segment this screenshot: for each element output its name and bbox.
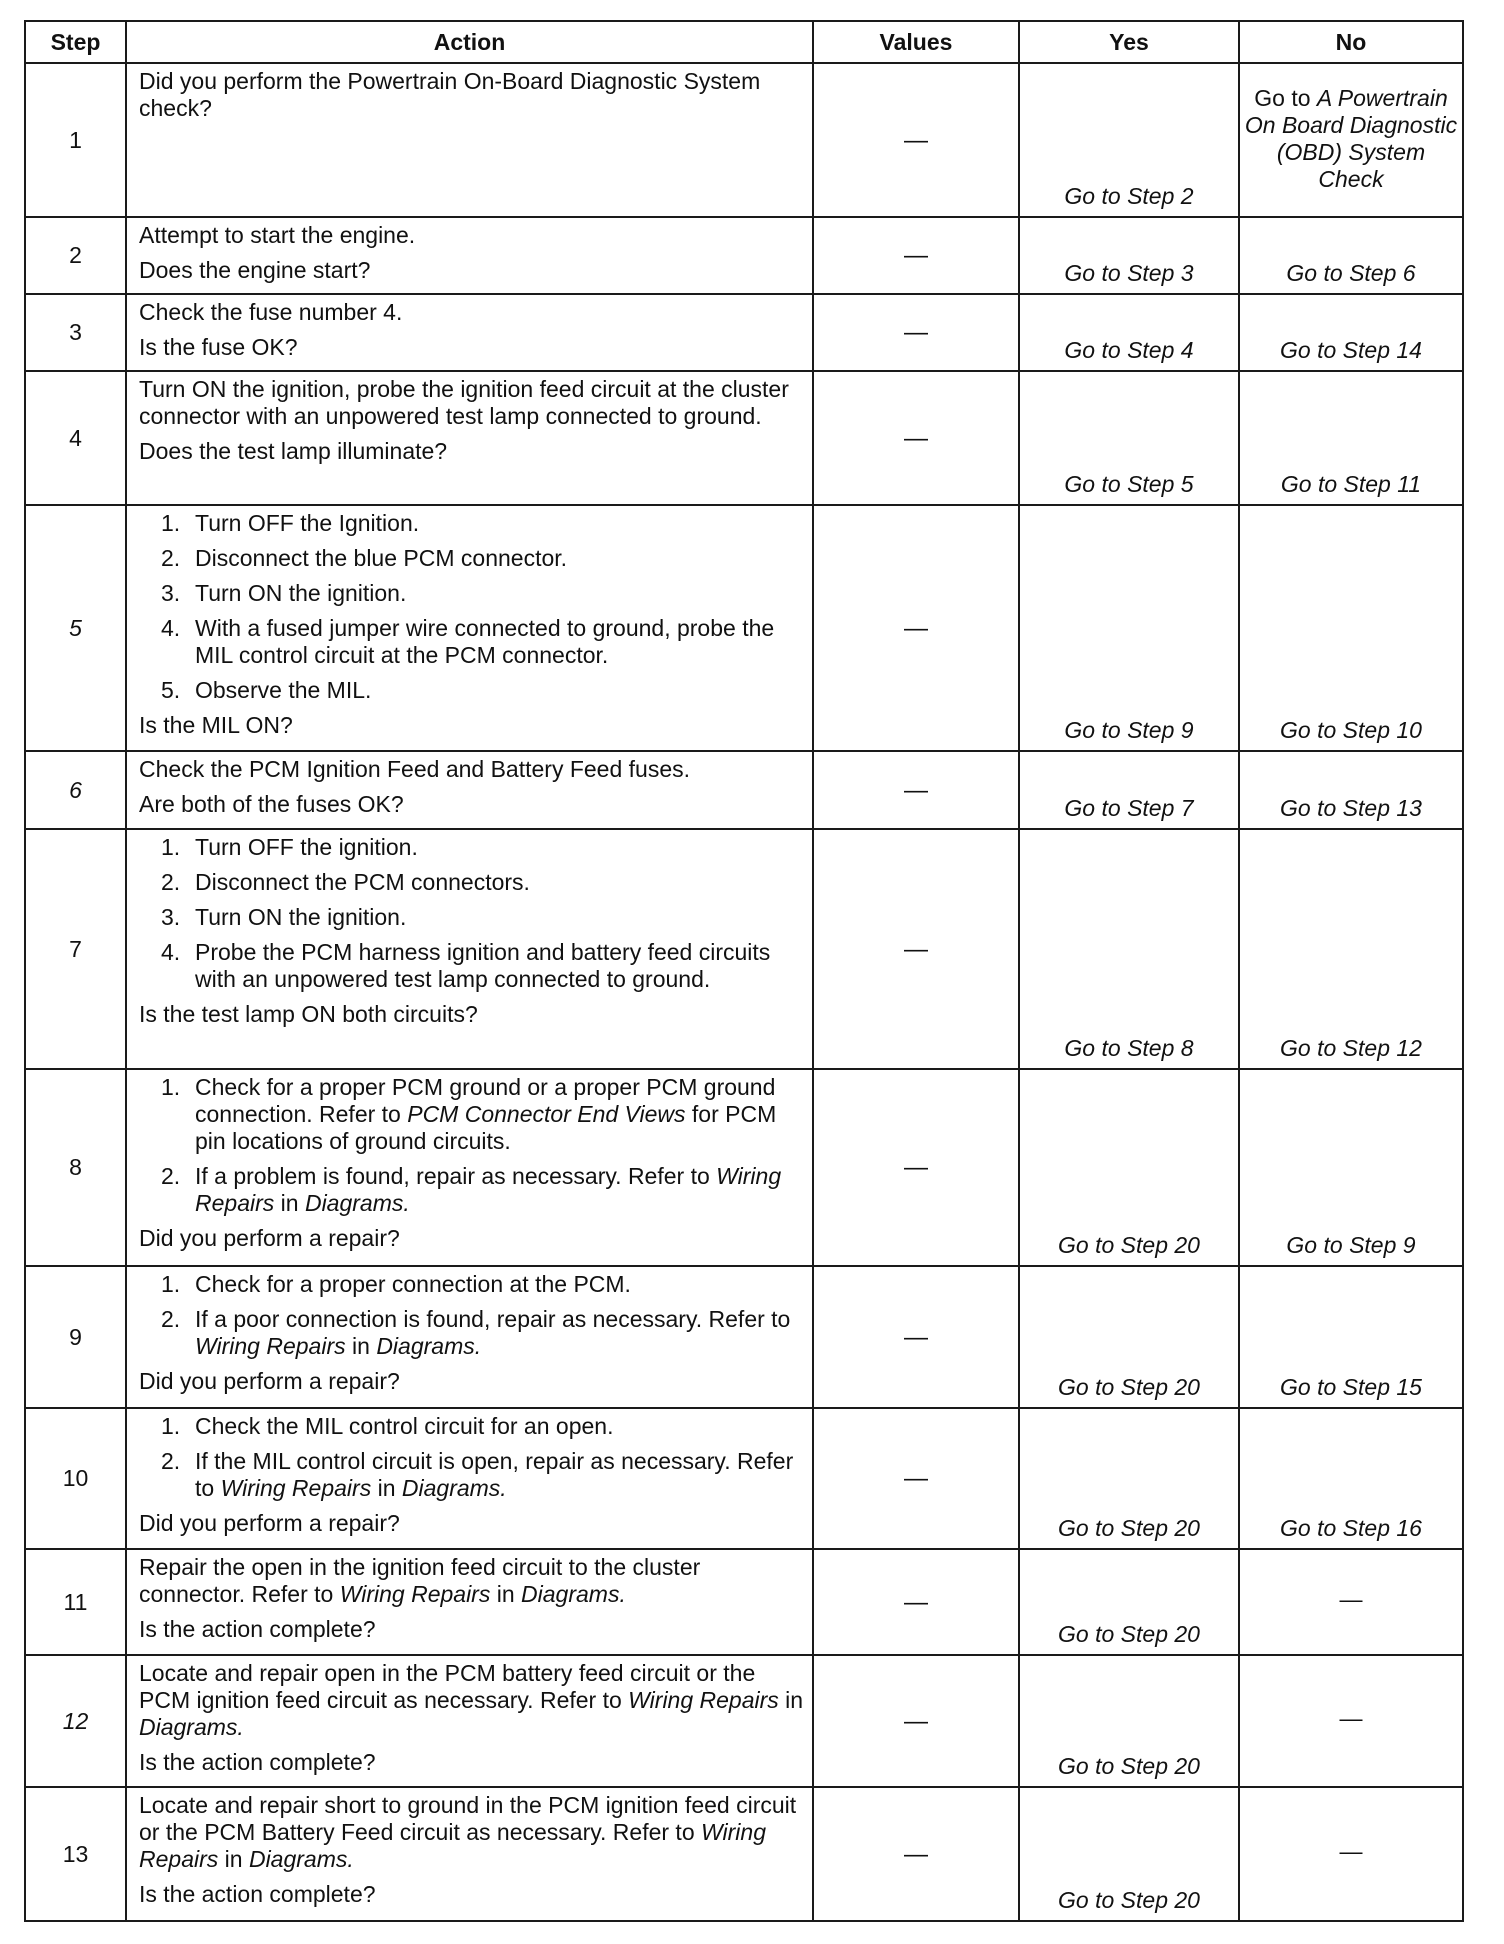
action-text: Check the PCM Ignition Feed and Battery Feed fuses.	[139, 756, 691, 782]
table-row	[25, 505, 1463, 751]
header-no: No	[1239, 21, 1463, 63]
no-cell: Go to Step 10	[1239, 505, 1463, 751]
values-cell: —	[813, 294, 1019, 371]
action-question: Did you perform a repair?	[139, 1368, 400, 1394]
table-row	[25, 1787, 1463, 1921]
yes-cell: Go to Step 20	[1019, 1787, 1239, 1921]
table-row	[25, 1069, 1463, 1266]
table-row	[25, 294, 1463, 371]
action-steps	[139, 510, 804, 704]
list-item: 2. If a problem is found, repair as necessary. Refer to Wiring Repairs in Diagrams.	[161, 1163, 782, 1216]
step-number: 9	[25, 1266, 126, 1408]
action-cell	[126, 1408, 813, 1549]
table-row	[25, 371, 1463, 505]
step-number: 3	[25, 294, 126, 371]
no-cell: Go to Step 14	[1239, 294, 1463, 371]
no-cell: Go to Step 11	[1239, 371, 1463, 505]
list-item: 2. Disconnect the PCM connectors.	[161, 869, 530, 895]
header-values: Values	[813, 21, 1019, 63]
table-row	[25, 1549, 1463, 1655]
list-item: 4. Probe the PCM harness ignition and battery feed circuits with an unpowered test lamp connected to ground.	[161, 939, 771, 992]
action-question: Does the test lamp illuminate?	[139, 438, 448, 464]
action-question: Does the engine start?	[139, 257, 371, 283]
action-question: Are both of the fuses OK?	[139, 791, 404, 817]
action-question: Did you perform a repair?	[139, 1510, 400, 1536]
step-number: 5	[25, 505, 126, 751]
list-item: 4. With a fused jumper wire connected to ground, probe the MIL control circuit at the PCM connector.	[161, 615, 775, 668]
yes-cell: Go to Step 5	[1019, 371, 1239, 505]
values-cell: —	[813, 751, 1019, 829]
action-cell	[126, 1549, 813, 1655]
step-number: 7	[25, 829, 126, 1069]
no-cell: —	[1239, 1655, 1463, 1787]
yes-cell: Go to Step 4	[1019, 294, 1239, 371]
list-item: 5. Observe the MIL.	[161, 677, 372, 703]
no-cell: Go to Step 16	[1239, 1408, 1463, 1549]
action-cell	[126, 1655, 813, 1787]
list-item: 2. If the MIL control circuit is open, repair as necessary. Refer to Wiring Repairs in Diagrams.	[161, 1448, 794, 1501]
no-prefix: Go to	[1254, 85, 1317, 111]
yes-cell: Go to Step 7	[1019, 751, 1239, 829]
step-number: 13	[25, 1787, 126, 1921]
table-row	[25, 1408, 1463, 1549]
action-cell	[126, 1266, 813, 1408]
yes-cell: Go to Step 20	[1019, 1266, 1239, 1408]
action-cell	[126, 1069, 813, 1266]
action-steps	[139, 834, 804, 993]
action-cell	[126, 829, 813, 1069]
diagnostic-table	[24, 20, 1464, 1922]
yes-cell: Go to Step 20	[1019, 1549, 1239, 1655]
action-cell	[126, 294, 813, 371]
values-cell: —	[813, 505, 1019, 751]
list-item: 1. Check the MIL control circuit for an open.	[161, 1413, 614, 1439]
step-number: 10	[25, 1408, 126, 1549]
action-cell	[126, 217, 813, 294]
action-text: Attempt to start the engine.	[139, 222, 416, 248]
no-cell	[1239, 63, 1463, 217]
list-item: 3. Turn ON the ignition.	[161, 580, 407, 606]
step-number: 8	[25, 1069, 126, 1266]
values-cell: —	[813, 829, 1019, 1069]
yes-cell: Go to Step 8	[1019, 829, 1239, 1069]
step-number: 6	[25, 751, 126, 829]
step-number: 12	[25, 1655, 126, 1787]
action-text: Did you perform the Powertrain On-Board Diagnostic System check?	[139, 68, 761, 121]
action-question: Is the test lamp ON both circuits?	[139, 1001, 478, 1027]
action-steps	[139, 1413, 804, 1502]
list-item: 2. If a poor connection is found, repair as necessary. Refer to Wiring Repairs in Diagrams.	[161, 1306, 791, 1359]
yes-cell: Go to Step 20	[1019, 1069, 1239, 1266]
header-step: Step	[25, 21, 126, 63]
header-row	[25, 21, 1463, 63]
no-cell: —	[1239, 1549, 1463, 1655]
action-question: Did you perform a repair?	[139, 1225, 400, 1251]
action-text: Check the fuse number 4.	[139, 299, 403, 325]
diagnostic-table-page	[24, 20, 1462, 1922]
yes-cell: Go to Step 9	[1019, 505, 1239, 751]
list-item: 1. Turn OFF the ignition.	[161, 834, 418, 860]
values-cell: —	[813, 1266, 1019, 1408]
header-yes: Yes	[1019, 21, 1239, 63]
yes-cell: Go to Step 20	[1019, 1408, 1239, 1549]
table-row	[25, 751, 1463, 829]
no-cell: Go to Step 15	[1239, 1266, 1463, 1408]
values-cell: —	[813, 63, 1019, 217]
values-cell: —	[813, 1549, 1019, 1655]
no-link: A Powertrain On Board Diagnostic (OBD) System Check	[1244, 85, 1458, 192]
step-number: 2	[25, 217, 126, 294]
table-row	[25, 1655, 1463, 1787]
action-text: Locate and repair short to ground in the PCM ignition feed circuit or the PCM Battery Feed circuit as necessary. Refer to Wiring Repairs in Diagrams.	[139, 1792, 797, 1872]
step-number: 4	[25, 371, 126, 505]
action-cell	[126, 1787, 813, 1921]
action-question: Is the fuse OK?	[139, 334, 298, 360]
action-question: Is the MIL ON?	[139, 712, 293, 738]
action-text: Repair the open in the ignition feed circuit to the cluster connector. Refer to Wiring Repairs in Diagrams.	[139, 1554, 701, 1607]
action-question: Is the action complete?	[139, 1749, 376, 1775]
no-cell: Go to Step 9	[1239, 1069, 1463, 1266]
action-cell	[126, 751, 813, 829]
action-question: Is the action complete?	[139, 1616, 376, 1642]
values-cell: —	[813, 371, 1019, 505]
values-cell: —	[813, 1787, 1019, 1921]
action-text: Locate and repair open in the PCM battery feed circuit or the PCM ignition feed circuit as necessary. Refer to Wiring Repairs in Diagrams.	[139, 1660, 804, 1740]
list-item: 3. Turn ON the ignition.	[161, 904, 407, 930]
table-row	[25, 217, 1463, 294]
table-row	[25, 63, 1463, 217]
action-cell	[126, 505, 813, 751]
no-cell: —	[1239, 1787, 1463, 1921]
list-item: 2. Disconnect the blue PCM connector.	[161, 545, 568, 571]
header-action: Action	[126, 21, 813, 63]
no-cell: Go to Step 12	[1239, 829, 1463, 1069]
values-cell: —	[813, 1408, 1019, 1549]
values-cell: —	[813, 1069, 1019, 1266]
list-item: 1. Turn OFF the Ignition.	[161, 510, 420, 536]
action-steps	[139, 1074, 804, 1217]
action-text: Turn ON the ignition, probe the ignition feed circuit at the cluster connector with an unpowered test lamp connected to ground.	[139, 376, 789, 429]
step-number: 11	[25, 1549, 126, 1655]
no-cell: Go to Step 6	[1239, 217, 1463, 294]
yes-cell: Go to Step 3	[1019, 217, 1239, 294]
action-cell	[126, 63, 813, 217]
no-cell: Go to Step 13	[1239, 751, 1463, 829]
list-item: 1. Check for a proper connection at the PCM.	[161, 1271, 631, 1297]
table-row	[25, 829, 1463, 1069]
step-number: 1	[25, 63, 126, 217]
values-cell: —	[813, 1655, 1019, 1787]
action-steps	[139, 1271, 804, 1360]
yes-cell: Go to Step 20	[1019, 1655, 1239, 1787]
action-cell	[126, 371, 813, 505]
table-row	[25, 1266, 1463, 1408]
action-question: Is the action complete?	[139, 1881, 376, 1907]
values-cell: —	[813, 217, 1019, 294]
list-item: 1. Check for a proper PCM ground or a proper PCM ground connection. Refer to PCM Connector End Views for PCM pin locations of ground circuits.	[161, 1074, 777, 1154]
yes-cell: Go to Step 2	[1019, 63, 1239, 217]
